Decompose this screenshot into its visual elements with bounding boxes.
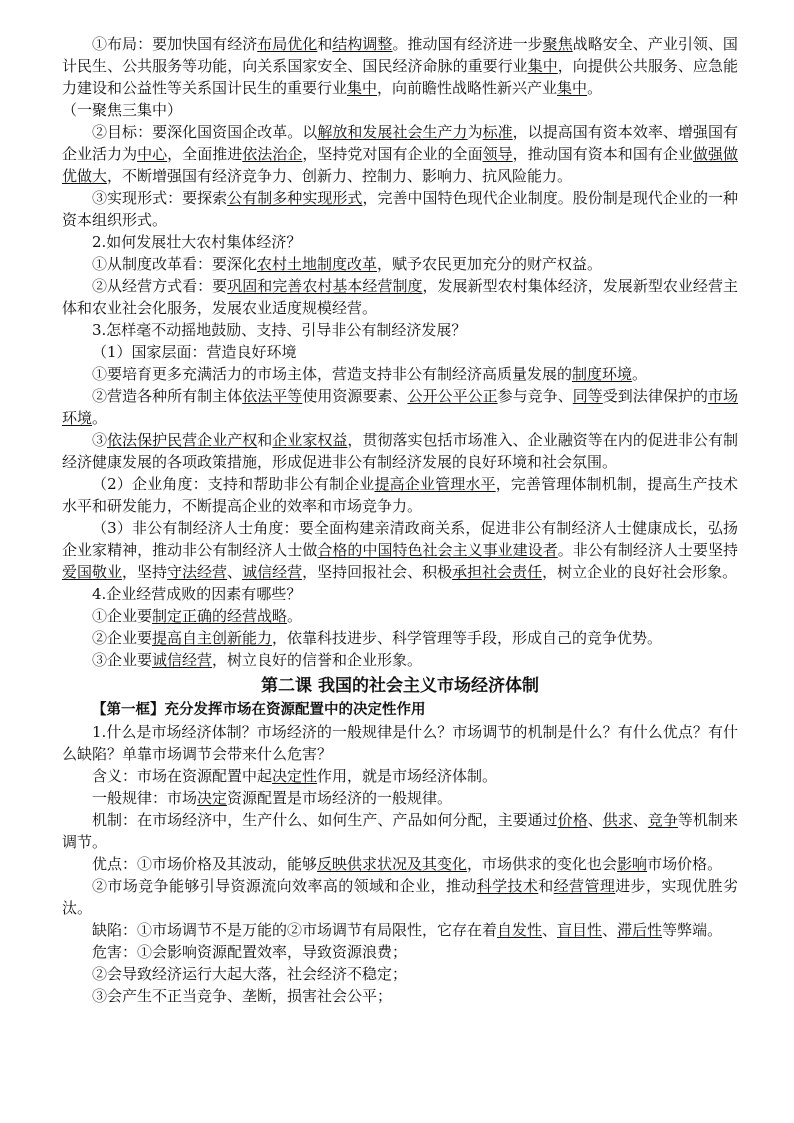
general-law: 一般规律：市场决定资源配置是市场经济的一般规律。 bbox=[92, 789, 453, 807]
para-form: ③实现形式：要探索公有制多种实现形式，完善中国特色现代企业制度。股份制是现代企业的一种资本组织形式。 bbox=[62, 189, 738, 229]
para-layout: ①布局：要加快国有经济布局优化和结构调整。推动国有经济进一步聚焦战略安全、产业引领、国计民生、公共服务等功能，向关系国家安全、国民经济命脉的重要行业集中，向提供公共服务、应急能力建设和公益性等关系国计民生的重要行业集中，向前瞻性战略性新兴产业集中。 bbox=[62, 35, 738, 97]
q3-level-2: （2）企业角度：支持和帮助非公有制企业提高企业管理水平，完善管理体制机制，提高生产技术水平和研发能力，不断提高企业的效率和市场竞争力。 bbox=[62, 475, 738, 515]
advantage-1: 优点：①市场价格及其波动，能够反映供求状况及其变化，市场供求的变化也会影响市场价格。 bbox=[92, 855, 723, 873]
lesson-title: 第二课 我国的社会主义市场经济体制 bbox=[261, 676, 539, 696]
q4-point-1: ①企业要制定正确的经营战略。 bbox=[92, 607, 303, 625]
harm-2: ②会导致经济运行大起大落，社会经济不稳定； bbox=[92, 965, 408, 983]
question-2: 2.如何发展壮大农村集体经济？ bbox=[92, 233, 302, 251]
q3-point-2: ②营造各种所有制主体依法平等使用资源要素、公开公平公正参与竞争、同等受到法律保护的市场环境。 bbox=[62, 387, 738, 427]
frame-heading: 【第一框】充分发挥市场在资源配置中的决定性作用 bbox=[92, 702, 426, 718]
q2-point-2: ②从经营方式看：要巩固和完善农村基本经营制度，发展新型农村集体经济，发展新型农业经营主体和农业社会化服务，发展农业适度规模经营。 bbox=[62, 277, 738, 317]
para-goal: ②目标：要深化国资国企改革。以解放和发展社会生产力为标准，以提高国有资本效率、增强国有企业活力为中心，全面推进依法治企，坚持党对国有企业的全面领导，推动国有资本和国有企业做强做优做大，不断增强国有经济竞争力、创新力、控制力、影响力、抗风险能力。 bbox=[62, 123, 738, 185]
q3-point-3: ③依法保护民营企业产权和企业家权益，贯彻落实包括市场准入、企业融资等在内的促进非公有制经济健康发展的各项政策措施，形成促进非公有制经济发展的良好环境和社会氛围。 bbox=[62, 431, 738, 471]
q3-level-3: （3）非公有制经济人士角度：要全面构建亲清政商关系，促进非公有制经济人士健康成长，弘扬企业家精神，推动非公有制经济人士做合格的中国特色社会主义事业建设者。非公有制经济人士要坚持爱国敬业，坚持守法经营、诚信经营，坚持回报社会、积极承担社会责任，树立企业的良好社会形象。 bbox=[62, 519, 738, 581]
definition: 含义：市场在资源配置中起决定性作用，就是市场经济体制。 bbox=[92, 767, 498, 785]
defects: 缺陷：①市场调节不是万能的②市场调节有局限性，它存在着自发性、盲目性、滞后性等弊端。 bbox=[92, 921, 723, 939]
q2-point-1: ①从制度改革看：要深化农村土地制度改革，赋予农民更加充分的财产权益。 bbox=[92, 255, 603, 273]
harm-3: ③会产生不正当竞争、垄断，损害社会公平； bbox=[92, 987, 393, 1005]
question-3: 3.怎样毫不动摇地鼓励、支持、引导非公有制经济发展？ bbox=[92, 321, 467, 339]
harm-1: 危害：①会影响资源配置效率，导致资源浪费； bbox=[92, 943, 408, 961]
q4-point-2: ②企业要提高自主创新能力，依靠科技进步、科学管理等手段，形成自己的竞争优势。 bbox=[92, 629, 663, 647]
para-layout-summary: （一聚焦三集中） bbox=[62, 101, 183, 119]
q3-level-1: （1）国家层面：营造良好环境 bbox=[92, 343, 297, 361]
mechanism: 机制：在市场经济中，生产什么、如何生产、产品如何分配，主要通过价格、供求、竞争等机制来调节。 bbox=[62, 811, 738, 851]
advantage-2: ②市场竞争能够引导资源流向效率高的领域和企业，推动科学技术和经营管理进步，实现优胜劣汰。 bbox=[62, 877, 738, 917]
question-4: 4.企业经营成败的因素有哪些？ bbox=[92, 585, 302, 603]
q3-point-1: ①要培育更多充满活力的市场主体，营造支持非公有制经济高质量发展的制度环境。 bbox=[92, 365, 648, 383]
q4-point-3: ③企业要诚信经营，树立良好的信誉和企业形象。 bbox=[92, 651, 423, 669]
lesson-question-1: 1.什么是市场经济体制？市场经济的一般规律是什么？市场调节的机制是什么？有什么优点？有什么缺陷？单靠市场调节会带来什么危害？ bbox=[62, 723, 738, 763]
